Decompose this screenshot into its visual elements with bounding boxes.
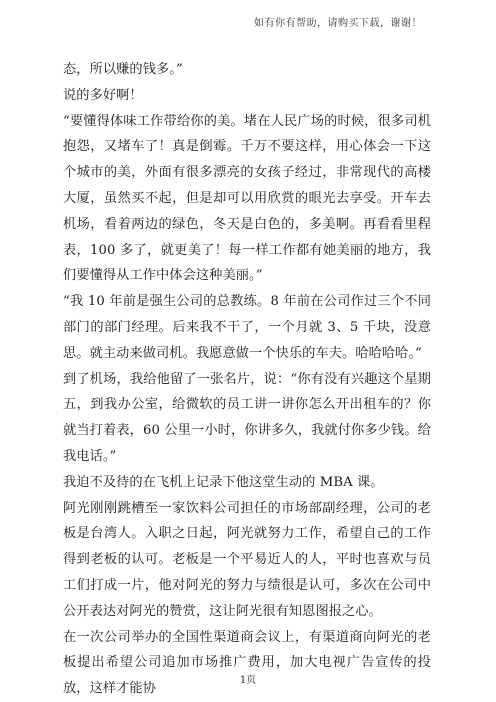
paragraph: 我迫不及待的在飞机上记录下他这堂生动的 MBA 课。 <box>63 474 384 490</box>
paragraph: 在一次公司举办的全国性渠道商会议上，有渠道商向阿光的老板提出希望公司追加市场推广费用，加大电视广告宣传的投放，这样才能协 <box>63 629 431 697</box>
paragraph: 说的多好啊！ <box>63 87 143 103</box>
document-body <box>63 57 431 702</box>
page-header: 如有你有帮助，请购买下载，谢谢！ <box>254 18 422 29</box>
paragraph: 阿光刚刚跳槽至一家饮料公司担任的市场部副经理，公司的老板是台湾人。入职之日起，阿光就努力工作，希望自己的工作得到老板的认可。老板是一个平易近人的人，平时也喜欢与员工们打成一片，他对阿光的努力与绩很是认可，多次在公司中公开表达对阿光的赞赏，这让阿光很有知恩图报之心。 <box>63 500 431 619</box>
paragraph: “要懂得体味工作带给你的美。堵在人民广场的时候，很多司机抱怨，又堵车了！真是倒霉。千万不要这样，用心体会一下这个城市的美，外面有很多漂亮的女孩子经过，非常现代的高楼大厦，虽然买不起，但是却可以用欣赏的眼光去享受。开车去机场，看着两边的绿色，冬天是白色的，多美啊。再看看里程表，100 多了，就更美了！每一样工作都有她美丽的地方，我们要懂得从工作中体会这种美丽。” <box>63 113 431 284</box>
page-number: 1页 <box>239 675 257 686</box>
paragraph: “我 10 年前是强生公司的总教练。8 年前在公司作过三个不同部门的部门经理。后来我不干了，一个月就 3、5 千块，没意思。就主动来做司机。我愿意做一个快乐的车夫。哈哈哈哈。” <box>63 294 431 361</box>
paragraph: 态，所以赚的钱多。” <box>63 62 183 77</box>
paragraph: 到了机场，我给他留了一张名片，说：“你有没有兴趣这个星期五，到我办公室，给微软的员工讲一讲你怎么开出租车的？你就当打着表，60 公里一小时，你讲多久，我就付你多少钱。给我电话。” <box>63 371 431 464</box>
